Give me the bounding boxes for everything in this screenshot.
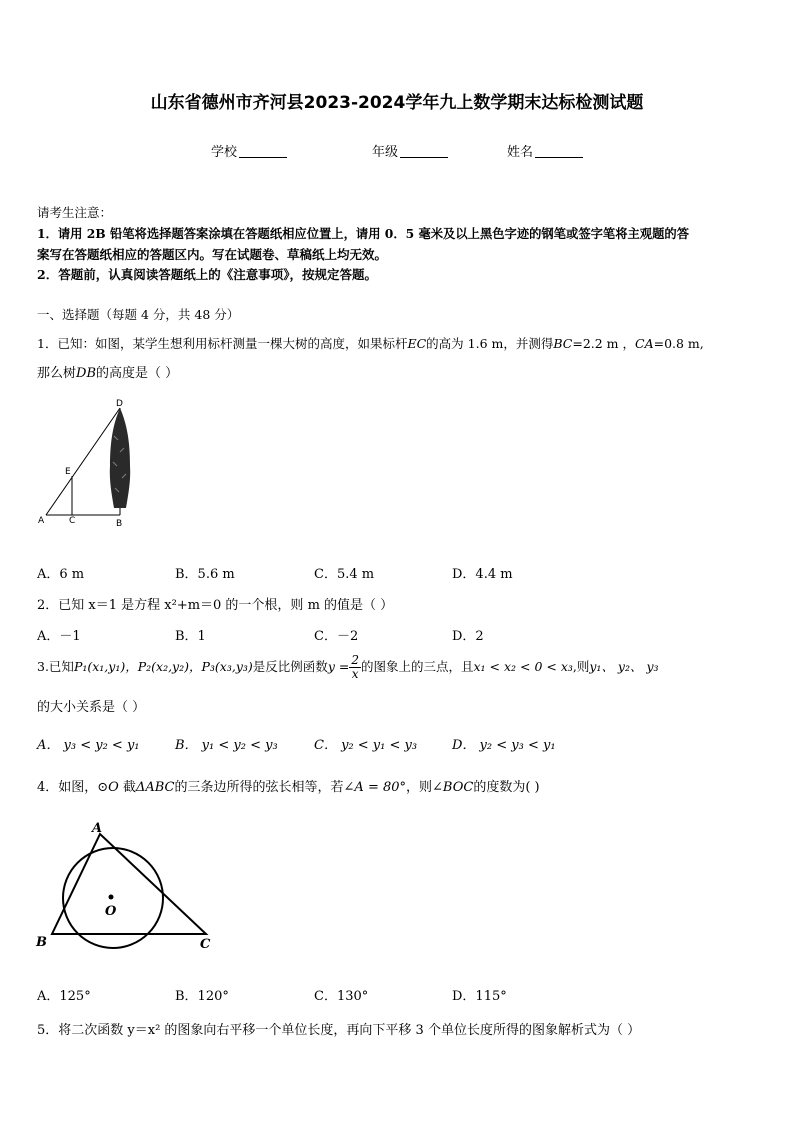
q1-text: 1．已知：如图，某学生想利用标杆测量一棵大树的高度，如果标杆 bbox=[37, 336, 408, 351]
q4-angle-boc: ∠BOC bbox=[432, 780, 474, 795]
label-c: C bbox=[200, 937, 211, 952]
q4-angle-a: ∠A = 80° bbox=[343, 780, 407, 795]
name-label: 姓名 bbox=[507, 145, 534, 160]
label-a: A bbox=[92, 821, 103, 836]
section-heading: 一、选择题（每题 4 分，共 48 分） bbox=[37, 307, 240, 322]
label-o: O bbox=[105, 904, 117, 919]
q4-option-a[interactable]: A．125° bbox=[37, 989, 91, 1004]
label-e: E bbox=[65, 467, 71, 477]
q4-text: 4．如图， bbox=[37, 780, 98, 795]
q4-circle: ⊙O bbox=[97, 780, 119, 795]
question-1-line-2 bbox=[37, 362, 178, 381]
q1-option-a[interactable]: A．6 m bbox=[37, 567, 85, 582]
q3-points: P₁(x₁,y₁)，P₂(x₂,y₂)，P₃(x₃,y₃) bbox=[73, 659, 253, 674]
q1-option-c[interactable]: C．5.4 m bbox=[314, 567, 375, 582]
q3-frac-num: 2 bbox=[351, 653, 359, 667]
question-5: 5．将二次函数 y＝x² 的图象向右平移一个单位长度，再向下平移 3 个单位长度所得的图象解析式为（ ） bbox=[37, 1023, 641, 1038]
q4-triangle: ΔABC bbox=[135, 780, 175, 795]
q2-option-d[interactable]: D．2 bbox=[452, 629, 484, 644]
q1-text: 那么树 bbox=[37, 366, 77, 381]
q1-text: 的高为 1.6 m，并测得 bbox=[426, 336, 554, 351]
q1-text: =0.8 m, bbox=[653, 336, 704, 351]
page-title: 山东省德州市齐河县2023-2024学年九上数学期末达标检测试题 bbox=[150, 93, 644, 113]
q3-option-a[interactable]: A． y₃ < y₂ < y₁ bbox=[37, 738, 140, 753]
q4-text: ，则 bbox=[406, 780, 433, 795]
q3-option-d[interactable]: D． y₂ < y₃ < y₁ bbox=[452, 738, 556, 753]
notice-item-1-line-2: 案写在答题纸相应的答题区内。写在试题卷、草稿纸上均无效。 bbox=[37, 247, 388, 262]
q1-bc: BC bbox=[553, 336, 573, 351]
label-d: D bbox=[116, 399, 123, 409]
q4-option-d[interactable]: D．115° bbox=[452, 989, 507, 1004]
label-b: B bbox=[116, 519, 123, 529]
q4-text: 的三条边所得的弦长相等，若 bbox=[174, 780, 344, 795]
question-1-line-1 bbox=[37, 334, 704, 352]
label-b: B bbox=[36, 935, 47, 950]
label-a: A bbox=[38, 516, 45, 526]
q3-func-lhs: y = bbox=[327, 659, 350, 674]
grade-label: 年级 bbox=[372, 145, 399, 160]
q1-ca: CA bbox=[635, 336, 654, 351]
triangle-circle-figure bbox=[34, 816, 224, 956]
question-3-line-2: 的大小关系是（ ） bbox=[37, 700, 146, 715]
q2-option-a[interactable]: A．－1 bbox=[37, 629, 81, 644]
q4-option-b[interactable]: B．120° bbox=[175, 989, 229, 1004]
notice-heading: 请考生注意： bbox=[37, 205, 113, 220]
q3-fraction bbox=[349, 654, 361, 681]
school-blank[interactable] bbox=[239, 145, 287, 158]
q3-vars: y₁、 y₂、 y₃ bbox=[589, 659, 659, 674]
q1-option-d[interactable]: D．4.4 m bbox=[452, 567, 513, 582]
q4-option-c[interactable]: C．130° bbox=[314, 989, 369, 1004]
question-4 bbox=[37, 776, 540, 795]
q3-text: 3.已知 bbox=[37, 659, 74, 674]
school-field[interactable] bbox=[211, 141, 287, 160]
q2-option-b[interactable]: B．1 bbox=[175, 629, 206, 644]
q3-option-b[interactable]: B． y₁ < y₂ < y₃ bbox=[175, 738, 278, 753]
q3-text: 的图象上的三点，且 bbox=[360, 659, 474, 674]
notice-item-1-line-1: 1．请用 2B 铅笔将选择题答案涂填在答题纸相应位置上，请用 0．5 毫米及以上黑色字迹的钢笔或签字笔将主观题的答 bbox=[37, 226, 689, 241]
q1-text: 的高度是（ ） bbox=[96, 366, 179, 381]
q1-ec: EC bbox=[407, 336, 427, 351]
q3-frac-den: x bbox=[351, 667, 359, 681]
q3-condition: x₁ < x₂ < 0 < x₃ bbox=[473, 659, 573, 674]
question-3-line-1 bbox=[37, 654, 659, 681]
q2-option-c[interactable]: C．－2 bbox=[314, 629, 359, 644]
q4-text: 截 bbox=[118, 780, 136, 795]
notice-item-2: 2．答题前，认真阅读答题纸上的《注意事项》，按规定答题。 bbox=[37, 267, 377, 282]
name-blank[interactable] bbox=[535, 145, 583, 158]
q3-text: ,则 bbox=[572, 659, 590, 674]
q4-text: 的度数为( ) bbox=[473, 780, 540, 795]
grade-blank[interactable] bbox=[400, 145, 448, 158]
q1-option-b[interactable]: B．5.6 m bbox=[175, 567, 235, 582]
center-point-icon bbox=[109, 895, 114, 900]
school-label: 学校 bbox=[211, 145, 238, 160]
q1-db: DB bbox=[76, 366, 96, 381]
q3-text: 是反比例函数 bbox=[252, 659, 328, 674]
q3-option-c[interactable]: C． y₂ < y₁ < y₃ bbox=[314, 738, 418, 753]
tree-icon bbox=[110, 408, 130, 508]
question-2: 2．已知 x＝1 是方程 x²+m＝0 的一个根，则 m 的值是（ ） bbox=[37, 598, 394, 613]
q1-text: =2.2 m ， bbox=[572, 336, 635, 351]
grade-field[interactable] bbox=[372, 141, 448, 160]
tree-measure-figure bbox=[34, 396, 144, 531]
label-c: C bbox=[69, 516, 76, 526]
name-field[interactable] bbox=[507, 141, 583, 160]
